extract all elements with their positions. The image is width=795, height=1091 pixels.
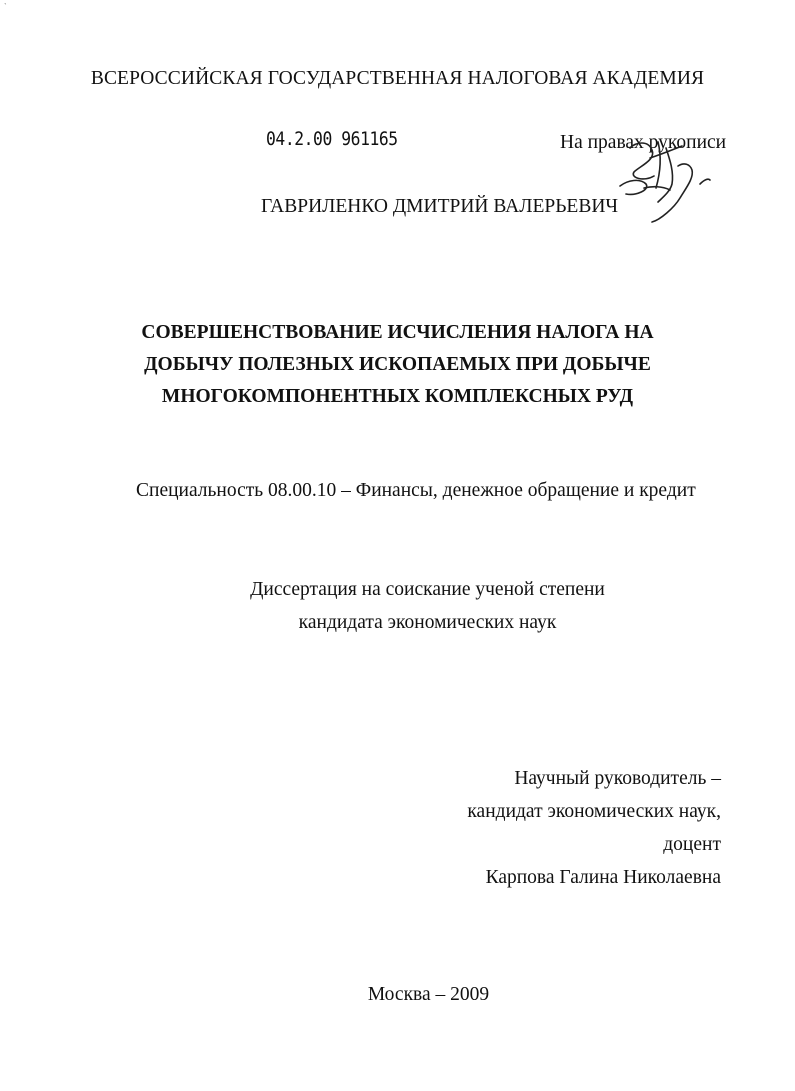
specialty: Специальность 08.00.10 – Финансы, денежное обращение и кредит [136,480,696,501]
title-line: СОВЕРШЕНСТВОВАНИЕ ИСЧИСЛЕНИЯ НАЛОГА НА [141,322,654,343]
supervisor-title: доцент [663,834,721,855]
dissertation-title [0,317,795,413]
supervisor-name: Карпова Галина Николаевна [485,867,721,888]
scan-mark: ` [4,2,7,11]
supervisor-role: Научный руководитель – [514,768,721,789]
supervisor-degree: кандидат экономических наук, [467,801,721,822]
title-line: МНОГОКОМПОНЕНТНЫХ КОМПЛЕКСНЫХ РУД [161,386,634,407]
author-name: ГАВРИЛЕНКО ДМИТРИЙ ВАЛЕРЬЕВИЧ [261,196,619,217]
degree-line: кандидата экономических наук [298,612,557,633]
degree-statement [0,573,795,639]
handwritten-signature [600,128,720,228]
degree-line: Диссертация на соискание ученой степени [250,579,605,600]
city-year: Москва – 2009 [367,984,490,1005]
stamp-number: 04.2.00 961165 [266,128,398,150]
title-line: ДОБЫЧУ ПОЛЕЗНЫХ ИСКОПАЕМЫХ ПРИ ДОБЫЧЕ [144,354,651,375]
institution-name: ВСЕРОССИЙСКАЯ ГОСУДАРСТВЕННАЯ НАЛОГОВАЯ АКАДЕМИЯ [90,68,705,89]
supervisor-block [467,762,721,894]
rights-note: На правах рукописи [560,132,727,153]
